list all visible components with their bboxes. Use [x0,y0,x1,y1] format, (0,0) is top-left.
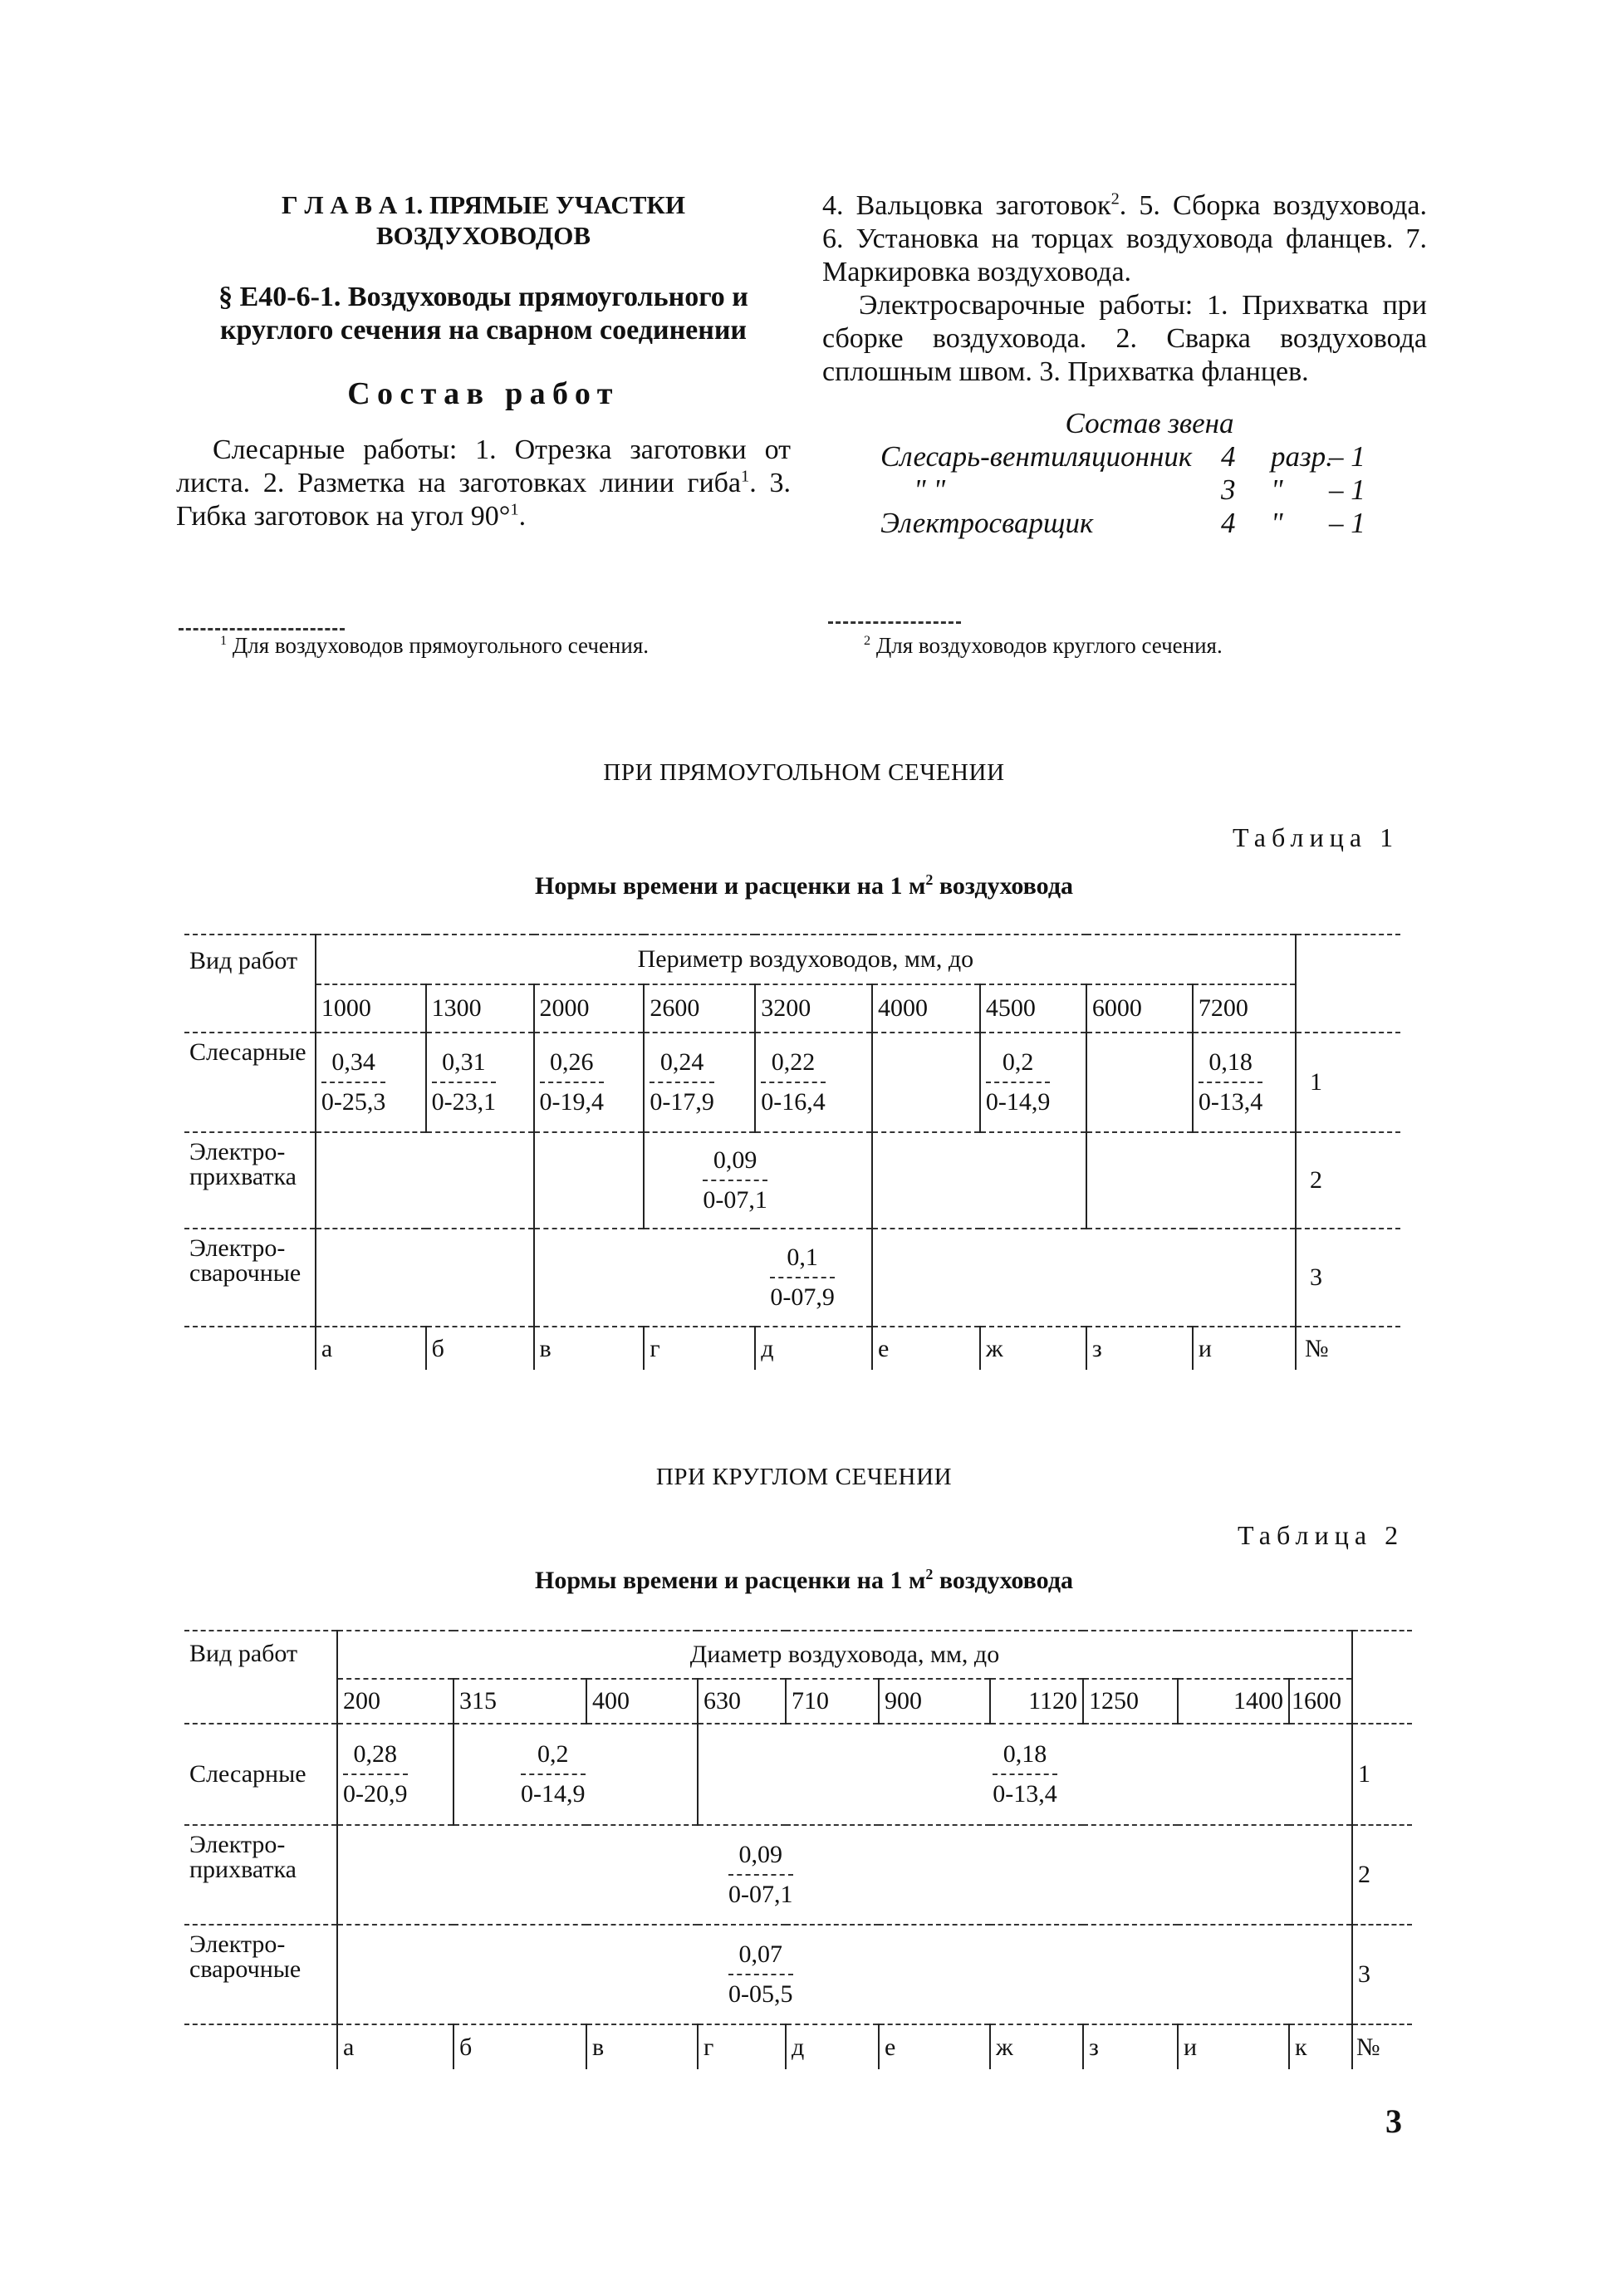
paragraph-title: § Е40-6-1. Воздуховоды прямоугольного и круглого сечения на сварном соединении [218,282,748,346]
table1 [184,934,1400,1370]
table2-header-row [184,1631,1412,1679]
table2-diameter-row [184,1679,1412,1724]
table1-row-prihvatka [184,1132,1400,1229]
table2-letter-cell: и [1178,2024,1289,2069]
table1-row-slesarnye [184,1033,1400,1132]
table2-diameter-cell: 710 [786,1679,879,1724]
table2 [184,1630,1412,2069]
table2-caption: Нормы времени и расценки на 1 $м^2$ воздуховода [534,1566,1073,1594]
chapter-title: Г Л А В А 1. ПРЯМЫЕ УЧАСТКИ ВОЗДУХОВОДОВ [281,190,686,250]
table2-row-number: 1 [1352,1724,1412,1825]
table2-no-sign: № [1356,2033,1380,2061]
table1-value-cell: $\frac{0,26}{0-19,4}$ [534,1033,645,1132]
footnote-1: $^1$ Для воздуховодов прямоугольного сечения. [220,633,649,658]
table2-label: Таблица 2 [1238,1520,1405,1550]
table1-row-number: 2 [1296,1132,1400,1229]
table1-row-svarochnye [184,1229,1400,1327]
table2-letter-row [184,2024,1412,2069]
table2-letter-cell: е [879,2024,990,2069]
table2-header-group: Диаметр воздуховода, мм, до [337,1631,1352,1679]
table2-letter-cell: б [453,2024,586,2069]
table2-row-label: Слесарные [184,1724,337,1825]
table1-header-group: Периметр воздуховодов, мм, до [316,935,1296,984]
table1-row-label: Слесарные [184,1033,316,1132]
table1-value-cell: $\frac{0,1}{0-07,9}$ [644,1229,872,1327]
table1-perimeter-cell: 4500 [980,984,1086,1033]
table2-diameter-cell: 200 [337,1679,453,1724]
section-heading: Состав работ [347,376,620,411]
table2-diameter-cell: 900 [879,1679,990,1724]
table1-value-cell [1086,1033,1193,1132]
table1-header-row [184,935,1400,984]
table1-no-sign: № [1304,1334,1329,1362]
table2-diameter-cell: 315 [453,1679,586,1724]
table1-letter-cell: з [1086,1327,1193,1370]
slesarnye-works-continued: 4. Вальцовка заготовок$^2$. 5. Сборка воздуховода. 6. Установка на торцах воздуховода фланцев. 7. Маркировка воздуховода. [822,189,1427,287]
table2-letter-cell: з [1083,2024,1178,2069]
table2-diameter-cell: 1400 [1178,1679,1289,1724]
table1-label: Таблица 1 [1233,822,1400,852]
table1-section-title: ПРИ ПРЯМОУГОЛЬНОМ СЕЧЕНИИ [603,759,1005,786]
table2-row-prihvatka [184,1825,1412,1925]
table1-perimeter-cell: 1000 [316,984,426,1033]
table2-row-label: Электро- прихватка [184,1825,337,1925]
table1-caption: Нормы времени и расценки на 1 $м^2$ воздуховода [534,871,1073,900]
crew-row: " " 3 " – 1 [914,473,1365,506]
table1-value-cell: $\frac{0,2}{0-14,9}$ [980,1033,1086,1132]
table2-letter-cell: в [586,2024,698,2069]
table1-value-cell: $\frac{0,31}{0-23,1}$ [426,1033,534,1132]
table2-letter-cell: д [786,2024,879,2069]
table1-header-work: Вид работ [184,935,316,1033]
table2-letter-cell: ж [990,2024,1083,2069]
table1-value-cell [872,1033,980,1132]
table2-diameter-cell: 400 [586,1679,698,1724]
table2-value-cell: $\frac{0,09}{0-07,1}$ [337,1825,1352,1925]
table1-letter-cell: в [534,1327,645,1370]
table1-letter-cell: е [872,1327,980,1370]
table2-row-number: 2 [1352,1825,1412,1925]
table1-perimeter-cell: 1300 [426,984,534,1033]
page-number: 3 [1385,2102,1402,2140]
table1-letter-row [184,1327,1400,1370]
table1-perimeter-cell: 3200 [755,984,872,1033]
table1-value-cell: $\frac{0,18}{0-13,4}$ [1193,1033,1296,1132]
table2-value-cell: $\frac{0,28}{0-20,9}$ [337,1724,453,1825]
crew-composition [822,407,1427,540]
left-column [176,189,791,533]
table2-diameter-cell: 1120 [990,1679,1083,1724]
table1-perimeter-cell: 7200 [1193,984,1296,1033]
table1-perimeter-row [184,984,1400,1033]
table2-value-cell: $\frac{0,18}{0-13,4}$ [698,1724,1352,1825]
crew-row: Электросварщик 4 " – 1 [880,507,1365,539]
table2-diameter-cell: 1250 [1083,1679,1178,1724]
table1-row-number: 3 [1296,1229,1400,1327]
table1-row-label: Электро- сварочные [184,1229,316,1327]
table2-value-cell: $\frac{0,07}{0-05,5}$ [337,1925,1352,2024]
table1-value-cell: $\frac{0,24}{0-17,9}$ [644,1033,755,1132]
table1-value-cell: $\frac{0,09}{0-07,1}$ [644,1132,872,1229]
table1-value-cell: $\frac{0,34}{0-25,3}$ [316,1033,426,1132]
table2-row-svarochnye [184,1925,1412,2024]
table1-letter-cell: д [755,1327,872,1370]
table2-letter-cell: г [698,2024,786,2069]
table1-value-cell: $\frac{0,22}{0-16,4}$ [755,1033,872,1132]
crew-row: Слесарь-вентиляционник 4 разр. – 1 [880,440,1365,473]
table1-perimeter-cell: 2600 [644,984,755,1033]
crew-title: Состав звена [1065,407,1234,439]
table1-header-empty [1296,935,1400,1033]
table1-perimeter-cell: 6000 [1086,984,1193,1033]
footnote-rule-left [179,628,345,630]
table2-diameter-cell: 630 [698,1679,786,1724]
table2-row-slesarnye [184,1724,1412,1825]
table2-letter-cell: а [337,2024,453,2069]
footnote-2: $^2$ Для воздуховодов круглого сечения. [864,633,1223,658]
table1-letter-cell: и [1193,1327,1296,1370]
electro-works-text: Электросварочные работы: 1. Прихватка при сборке воздуховода. 2. Сварка воздуховода сплошным швом. 3. Прихватка фланцев. [822,290,1427,387]
table2-row-label: Электро- сварочные [184,1925,337,2024]
table2-diameter-cell: 1600 [1289,1679,1352,1724]
footnote-rule-right [828,621,961,624]
table1-letter-cell: г [644,1327,755,1370]
table1-letter-cell: б [426,1327,534,1370]
table2-value-cell: $\frac{0,2}{0-14,9}$ [453,1724,698,1825]
table2-header-work: Вид работ [184,1631,337,1724]
table1-row-label: Электро- прихватка [184,1132,316,1229]
table2-row-number: 3 [1352,1925,1412,2024]
slesarnye-works-text: Слесарные работы: 1. Отрезка заготовки от листа. 2. Разметка на заготовках линии гиба$^1$. 3. Гибка заготовок на угол 90°$^1$. [176,434,792,532]
table1-perimeter-cell: 2000 [534,984,645,1033]
table1-row-number: 1 [1296,1033,1400,1132]
right-column [822,189,1427,540]
table1-perimeter-cell: 4000 [872,984,980,1033]
table2-section-title: ПРИ КРУГЛОМ СЕЧЕНИИ [655,1464,953,1490]
table1-letter-cell: а [316,1327,426,1370]
table1-letter-cell: ж [980,1327,1086,1370]
table2-letter-cell: к [1289,2024,1352,2069]
